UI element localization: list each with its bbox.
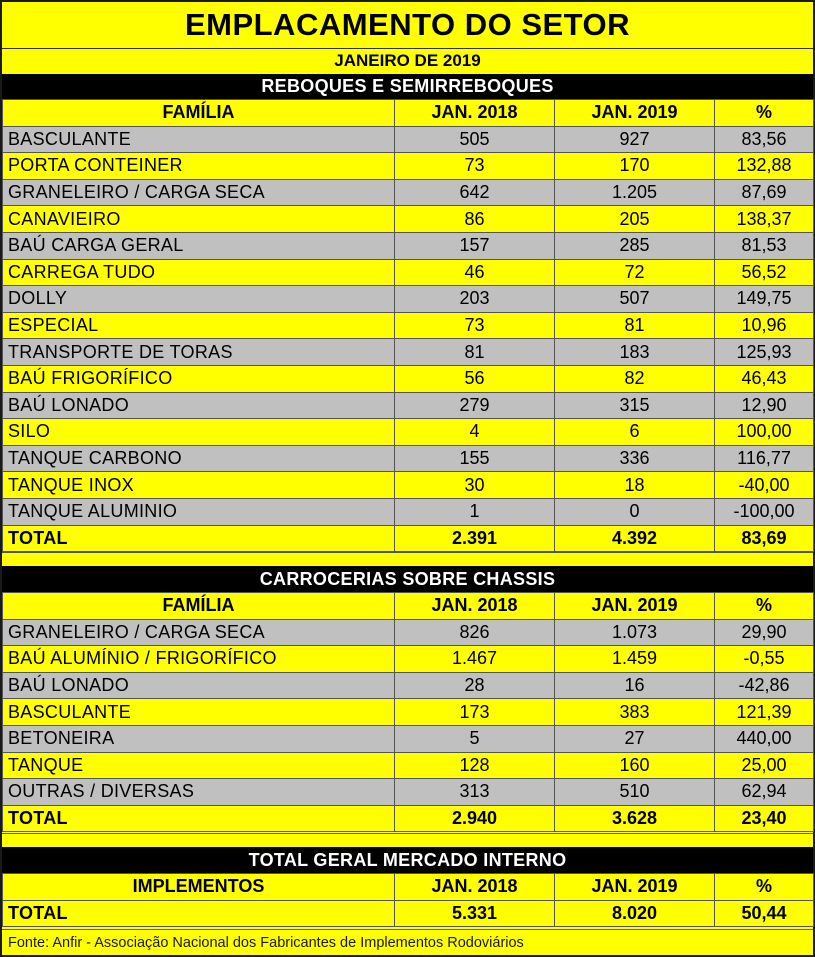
table-row	[3, 779, 814, 806]
header-row	[3, 593, 814, 620]
family-cell: GRANELEIRO / CARGA SECA	[3, 179, 395, 206]
table-row	[3, 699, 814, 726]
total-value-cell: 4.392	[555, 525, 715, 552]
value-cell: 440,00	[715, 725, 814, 752]
value-cell: 155	[395, 445, 555, 472]
total-label-cell: TOTAL	[3, 900, 395, 927]
family-cell: SILO	[3, 419, 395, 446]
table-row	[3, 419, 814, 446]
family-cell: TANQUE	[3, 752, 395, 779]
value-cell: 183	[555, 339, 715, 366]
total-value-cell: 2.391	[395, 525, 555, 552]
family-cell: BAÚ ALUMÍNIO / FRIGORÍFICO	[3, 646, 395, 673]
value-cell: 313	[395, 779, 555, 806]
total-value-cell: 50,44	[715, 900, 814, 927]
value-cell: 73	[395, 312, 555, 339]
value-cell: 157	[395, 232, 555, 259]
total-row	[3, 805, 814, 832]
value-cell: 170	[555, 153, 715, 180]
value-cell: 285	[555, 232, 715, 259]
column-header: %	[715, 874, 814, 901]
section-spacer	[2, 833, 813, 846]
value-cell: 132,88	[715, 153, 814, 180]
total-value-cell: 23,40	[715, 805, 814, 832]
value-cell: 0	[555, 498, 715, 525]
family-cell: CARREGA TUDO	[3, 259, 395, 286]
section2-heading: CARROCERIAS SOBRE CHASSIS	[2, 566, 813, 592]
value-cell: 12,90	[715, 392, 814, 419]
value-cell: 72	[555, 259, 715, 286]
value-cell: 279	[395, 392, 555, 419]
value-cell: 25,00	[715, 752, 814, 779]
value-cell: 29,90	[715, 619, 814, 646]
value-cell: 138,37	[715, 206, 814, 233]
table-row	[3, 365, 814, 392]
total-value-cell: 83,69	[715, 525, 814, 552]
value-cell: 27	[555, 725, 715, 752]
table-row	[3, 126, 814, 153]
value-cell: 4	[395, 419, 555, 446]
value-cell: 56	[395, 365, 555, 392]
source-footer: Fonte: Anfir - Associação Nacional dos Fabricantes de Implementos Rodoviários	[2, 929, 813, 955]
table-row	[3, 646, 814, 673]
table-row	[3, 445, 814, 472]
value-cell: 1.073	[555, 619, 715, 646]
value-cell: 315	[555, 392, 715, 419]
value-cell: 100,00	[715, 419, 814, 446]
value-cell: 336	[555, 445, 715, 472]
table-row	[3, 498, 814, 525]
total-row	[3, 900, 814, 927]
section3-table	[2, 873, 814, 927]
table-row	[3, 206, 814, 233]
value-cell: 121,39	[715, 699, 814, 726]
value-cell: 28	[395, 672, 555, 699]
column-header: FAMÍLIA	[3, 100, 395, 127]
total-label-cell: TOTAL	[3, 525, 395, 552]
value-cell: 160	[555, 752, 715, 779]
value-cell: -0,55	[715, 646, 814, 673]
value-cell: 507	[555, 286, 715, 313]
value-cell: 505	[395, 126, 555, 153]
value-cell: 1.205	[555, 179, 715, 206]
table-row	[3, 232, 814, 259]
value-cell: 1.459	[555, 646, 715, 673]
family-cell: ESPECIAL	[3, 312, 395, 339]
value-cell: 927	[555, 126, 715, 153]
value-cell: -40,00	[715, 472, 814, 499]
report-title: EMPLACAMENTO DO SETOR	[2, 2, 813, 49]
value-cell: 87,69	[715, 179, 814, 206]
column-header: FAMÍLIA	[3, 593, 395, 620]
table-row	[3, 286, 814, 313]
header-row	[3, 100, 814, 127]
column-header: JAN. 2019	[555, 874, 715, 901]
header-row	[3, 874, 814, 901]
family-cell: BASCULANTE	[3, 126, 395, 153]
section-spacer	[2, 552, 813, 565]
total-row	[3, 525, 814, 552]
value-cell: 82	[555, 365, 715, 392]
value-cell: 73	[395, 153, 555, 180]
value-cell: 826	[395, 619, 555, 646]
table-row	[3, 259, 814, 286]
table-row	[3, 672, 814, 699]
value-cell: 81	[555, 312, 715, 339]
value-cell: 81	[395, 339, 555, 366]
table-row	[3, 312, 814, 339]
column-header: IMPLEMENTOS	[3, 874, 395, 901]
section3-heading: TOTAL GERAL MERCADO INTERNO	[2, 847, 813, 873]
value-cell: 46,43	[715, 365, 814, 392]
table-row	[3, 619, 814, 646]
value-cell: 86	[395, 206, 555, 233]
value-cell: -100,00	[715, 498, 814, 525]
family-cell: TANQUE INOX	[3, 472, 395, 499]
value-cell: 46	[395, 259, 555, 286]
section1-table	[2, 99, 814, 552]
value-cell: 128	[395, 752, 555, 779]
value-cell: 1	[395, 498, 555, 525]
value-cell: 1.467	[395, 646, 555, 673]
family-cell: BAÚ FRIGORÍFICO	[3, 365, 395, 392]
value-cell: 81,53	[715, 232, 814, 259]
family-cell: TRANSPORTE DE TORAS	[3, 339, 395, 366]
table-row	[3, 339, 814, 366]
column-header: %	[715, 593, 814, 620]
value-cell: 125,93	[715, 339, 814, 366]
value-cell: 10,96	[715, 312, 814, 339]
value-cell: 6	[555, 419, 715, 446]
column-header: JAN. 2018	[395, 874, 555, 901]
total-value-cell: 3.628	[555, 805, 715, 832]
section1-heading: REBOQUES E SEMIRREBOQUES	[2, 74, 813, 99]
column-header: JAN. 2019	[555, 100, 715, 127]
value-cell: 642	[395, 179, 555, 206]
total-value-cell: 8.020	[555, 900, 715, 927]
value-cell: 203	[395, 286, 555, 313]
value-cell: 56,52	[715, 259, 814, 286]
column-header: JAN. 2018	[395, 593, 555, 620]
total-value-cell: 2.940	[395, 805, 555, 832]
column-header: JAN. 2019	[555, 593, 715, 620]
total-label-cell: TOTAL	[3, 805, 395, 832]
value-cell: 173	[395, 699, 555, 726]
value-cell: 149,75	[715, 286, 814, 313]
table-row	[3, 725, 814, 752]
column-header: JAN. 2018	[395, 100, 555, 127]
family-cell: TANQUE CARBONO	[3, 445, 395, 472]
table-row	[3, 472, 814, 499]
value-cell: 116,77	[715, 445, 814, 472]
value-cell: 16	[555, 672, 715, 699]
family-cell: CANAVIEIRO	[3, 206, 395, 233]
value-cell: 83,56	[715, 126, 814, 153]
family-cell: BAÚ LONADO	[3, 672, 395, 699]
value-cell: 5	[395, 725, 555, 752]
family-cell: GRANELEIRO / CARGA SECA	[3, 619, 395, 646]
family-cell: OUTRAS / DIVERSAS	[3, 779, 395, 806]
value-cell: 205	[555, 206, 715, 233]
report-subtitle: JANEIRO DE 2019	[334, 51, 481, 70]
family-cell: DOLLY	[3, 286, 395, 313]
family-cell: BASCULANTE	[3, 699, 395, 726]
family-cell: PORTA CONTEINER	[3, 153, 395, 180]
family-cell: BETONEIRA	[3, 725, 395, 752]
family-cell: TANQUE ALUMINIO	[3, 498, 395, 525]
table-row	[3, 752, 814, 779]
value-cell: 510	[555, 779, 715, 806]
family-cell: BAÚ LONADO	[3, 392, 395, 419]
value-cell: -42,86	[715, 672, 814, 699]
value-cell: 30	[395, 472, 555, 499]
value-cell: 62,94	[715, 779, 814, 806]
section2-table	[2, 592, 814, 832]
value-cell: 383	[555, 699, 715, 726]
table-row	[3, 392, 814, 419]
table-row	[3, 153, 814, 180]
family-cell: BAÚ CARGA GERAL	[3, 232, 395, 259]
total-value-cell: 5.331	[395, 900, 555, 927]
column-header: %	[715, 100, 814, 127]
value-cell: 18	[555, 472, 715, 499]
table-row	[3, 179, 814, 206]
